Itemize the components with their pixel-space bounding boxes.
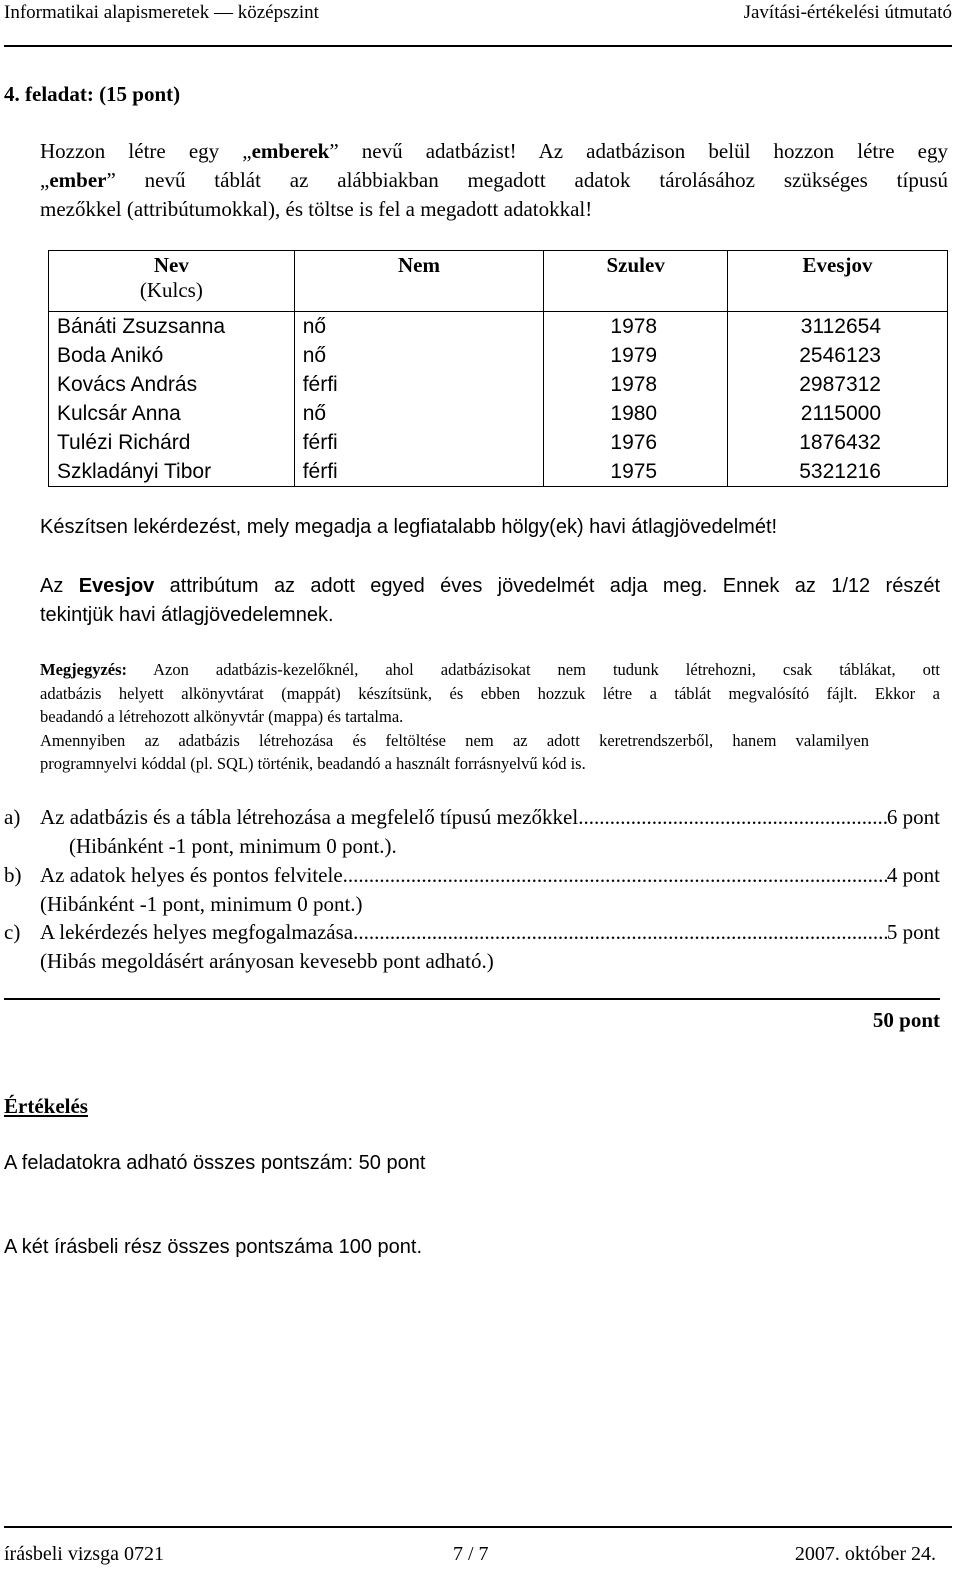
item-points: 4 pont [886, 863, 940, 887]
cell-evesjov: 2546123 [728, 341, 948, 370]
header-rule [4, 45, 952, 47]
item-line [40, 863, 940, 888]
cell-nev: Kovács András [49, 370, 295, 399]
column-header-evesjov: Evesjov [728, 251, 948, 312]
column-header-nev [49, 251, 295, 312]
footer-rule [4, 1526, 952, 1528]
task-title: 4. feladat: (15 pont) [4, 82, 181, 106]
total-points: 50 pont [872, 1008, 940, 1032]
item-line [40, 805, 940, 830]
cell-nem: nő [294, 399, 544, 428]
explanation-text: Az [40, 575, 79, 597]
intro-text: „ [40, 168, 50, 192]
page-header-left: Informatikai alapismeretek — középszint [4, 2, 319, 23]
item-text: Az adatok helyes és pontos felvitele [40, 863, 343, 887]
task-intro [40, 137, 948, 224]
data-table [48, 250, 948, 487]
item-letter: c) [4, 920, 21, 944]
cell-evesjov: 3112654 [728, 312, 948, 342]
cell-szulev: 1980 [544, 399, 728, 428]
cell-nem: nő [294, 312, 544, 342]
cell-nem: férfi [294, 457, 544, 487]
intro-text: ” nevű adatbázist! Az adatbázison belül hozzon létre egy [329, 139, 948, 163]
cell-szulev: 1979 [544, 341, 728, 370]
attribute-name: Evesjov [78, 575, 155, 597]
query-explanation [40, 572, 940, 630]
evaluation-title: Értékelés [4, 1094, 88, 1118]
cell-evesjov: 1876432 [728, 428, 948, 457]
item-points: 6 pont [886, 805, 940, 829]
column-header-label: Nev [153, 253, 189, 277]
table-name: ember [49, 168, 107, 192]
cell-nem: nő [294, 341, 544, 370]
intro-line-2 [40, 166, 948, 195]
footer-page-number: 7 / 7 [453, 1543, 489, 1565]
item-note: (Hibás megoldásért arányosan kevesebb pont adható.) [40, 949, 494, 973]
item-letter: b) [4, 863, 22, 887]
cell-evesjov: 5321216 [728, 457, 948, 487]
intro-line-1 [40, 137, 948, 166]
cell-szulev: 1975 [544, 457, 728, 487]
item-points: 5 pont [886, 920, 940, 944]
explanation-line-1 [40, 572, 940, 601]
query-instruction: Készítsen lekérdezést, mely megadja a legfiatalabb hölgy(ek) havi átlagjövedelmét! [40, 516, 778, 538]
cell-nev: Tulézi Richárd [49, 428, 295, 457]
key-label: (Kulcs) [139, 278, 203, 302]
note-block [40, 658, 940, 776]
table-row [49, 370, 948, 399]
database-name: emberek [251, 139, 330, 163]
cell-nev: Boda Anikó [49, 341, 295, 370]
cell-nev: Kulcsár Anna [49, 399, 295, 428]
explanation-line-2: tekintjük havi átlagjövedelemnek. [40, 604, 334, 626]
page-header-right: Javítási-értékelési útmutató [743, 2, 952, 23]
evaluation-line-1: A feladatokra adható összes pontszám: 50 pont [4, 1152, 426, 1174]
table-row [49, 312, 948, 342]
item-text: Az adatbázis és a tábla létrehozása a megfelelő típusú mezőkkel [40, 805, 579, 829]
note-line-5: programnyelvi kóddal (pl. SQL) történik, beadandó a használt forrásnyelvű kód is. [40, 754, 586, 773]
cell-nev: Bánáti Zsuzsanna [49, 312, 295, 342]
table-header-row [49, 251, 948, 312]
footer-date: 2007. október 24. [794, 1543, 936, 1565]
intro-line-3: mezőkkel (attribútumokkal), és töltse is fel a megadott adatokkal! [40, 197, 593, 221]
column-header-nem: Nem [294, 251, 544, 312]
item-line [40, 920, 940, 945]
table-row [49, 399, 948, 428]
cell-szulev: 1978 [544, 370, 728, 399]
table-row [49, 457, 948, 487]
item-note: (Hibánként -1 pont, minimum 0 pont.) [40, 892, 363, 916]
intro-text: Hozzon létre egy „ [40, 139, 252, 163]
cell-nem: férfi [294, 370, 544, 399]
cell-nev: Szkladányi Tibor [49, 457, 295, 487]
cell-nem: férfi [294, 428, 544, 457]
column-header-szulev: Szulev [544, 251, 728, 312]
cell-evesjov: 2987312 [728, 370, 948, 399]
cell-evesjov: 2115000 [728, 399, 948, 428]
intro-text: ” nevű táblát az alábbiakban megadott adatok tárolásához szükséges típusú [106, 168, 948, 192]
total-rule [4, 998, 940, 1000]
table-row [49, 428, 948, 457]
item-note: (Hibánként -1 pont, minimum 0 pont.). [69, 834, 397, 858]
table-row [49, 341, 948, 370]
leader-dots [353, 920, 887, 945]
footer-left: írásbeli vizsga 0721 [4, 1543, 164, 1565]
cell-szulev: 1976 [544, 428, 728, 457]
note-line-2: adatbázis helyett alkönyvtárat (mappát) készítsünk, és ebben hozzuk létre a táblát megvalósító fájlt. Ekkor a [40, 683, 940, 703]
note-line-1 [40, 658, 940, 682]
note-text: Azon adatbázis-kezelőknél, ahol adatbázisokat nem tudunk létrehozni, csak táblákat, ott [127, 660, 940, 679]
leader-dots [578, 805, 887, 830]
explanation-text: attribútum az adott egyed éves jövedelmét adja meg. Ennek az 1/12 részét [154, 575, 940, 597]
cell-szulev: 1978 [544, 312, 728, 342]
evaluation-line-2: A két írásbeli rész összes pontszáma 100 pont. [4, 1236, 422, 1258]
note-line-4: Amennyiben az adatbázis létrehozása és feltöltése nem az adott keretrendszerből, hanem valamilyen [40, 730, 869, 750]
item-text: A lekérdezés helyes megfogalmazása [40, 920, 354, 944]
leader-dots [343, 863, 887, 888]
note-label: Megjegyzés: [40, 660, 128, 679]
note-line-3: beadandó a létrehozott alkönyvtár (mappa) és tartalma. [40, 707, 404, 726]
item-letter: a) [4, 805, 21, 829]
